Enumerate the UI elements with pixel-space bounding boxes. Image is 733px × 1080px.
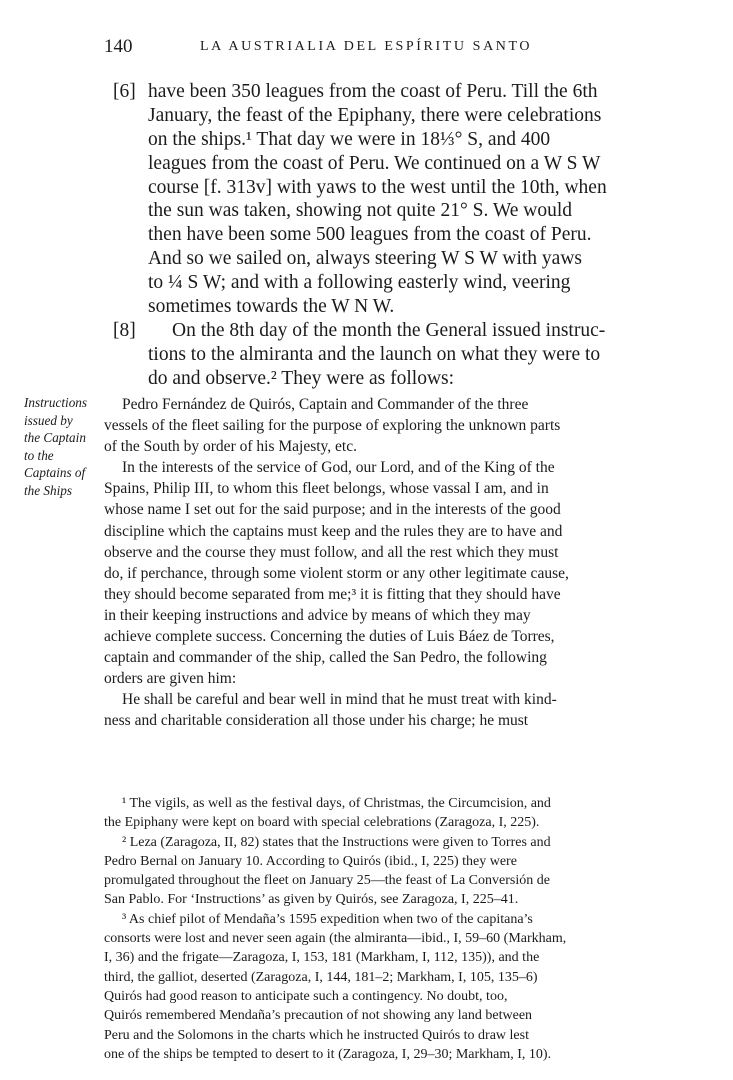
text-line: And so we sailed on, always steering W S W with yaws [148,248,583,270]
margin-note [24,394,102,499]
footnote-line: consorts were lost and never seen again (the almiranta—ibid., I, 59–60 (Markham, [104,931,567,947]
text-line: January, the feast of the Epiphany, there were celebrations [148,104,602,126]
instruction-line: in their keeping instructions and advice by means of which they may [104,606,531,624]
instruction-line: Spains, Philip III, to whom this fleet belongs, whose vassal I am, and in [104,480,549,498]
margin-note-line: to the [24,447,54,463]
paragraph-marker: [6] [113,81,136,102]
footnote-line: Quirós had good reason to anticipate such a contingency. No doubt, too, [104,988,508,1004]
footnote-line: third, the galliot, deserted (Zaragoza, I, 144, 181–2; Markham, I, 105, 135–6) [104,969,538,985]
instruction-line: captain and commander of the ship, called the San Pedro, the following [104,649,547,667]
footnote-line: Peru and the Solomons in the charts which he instructed Quirós to draw lest [104,1027,529,1043]
paragraph-marker: [8] [113,319,136,341]
footnote-line: I, 36) and the frigate—Zaragoza, I, 153, 181 (Markham, I, 112, 135)), and the [104,950,540,966]
footnote-line: one of the ships be tempted to desert to it (Zaragoza, I, 29–30; Markham, I, 10). [104,1046,552,1062]
instruction-line: do, if perchance, through some violent storm or any other legitimate cause, [104,564,569,582]
paragraph-6 [113,80,673,319]
footnote-line: the Epiphany were kept on board with special celebrations (Zaragoza, I, 225). [104,815,540,831]
margin-note-line: issued by [24,412,73,428]
footnotes [104,794,684,1064]
footnote-line: promulgated throughout the fleet on January 25—the feast of La Conversión de [104,873,550,889]
instruction-line: achieve complete success. Concerning the duties of Luis Báez de Torres, [104,628,555,646]
page-header [104,36,554,62]
text-line: then have been some 500 leagues from the coast of Peru. [148,224,592,246]
footnote-line: Pedro Bernal on January 10. According to Quirós (ibid., I, 225) they were [104,853,517,869]
margin-note-line: Captains of [24,465,86,480]
instruction-line: orders are given him: [104,670,237,688]
instruction-line: they should become separated from me;³ it is fitting that they should have [104,585,561,603]
margin-note-line: the Captain [24,430,86,445]
instruction-line: vessels of the fleet sailing for the purpose of exploring the unknown parts [104,417,561,435]
text-line: leagues from the coast of Peru. We continued on a W S W [148,152,601,174]
instruction-line: Pedro Fernández de Quirós, Captain and Commander of the three [122,396,529,413]
text-line: do and observe.² They were as follows: [148,367,455,389]
text-line: sometimes towards the W N W. [148,296,395,318]
instruction-line: whose name I set out for the said purpose; and in the interests of the good [104,501,561,519]
footnote-line: ¹ The vigils, as well as the festival days, of Christmas, the Circumcision, and [122,796,551,811]
text-line: the sun was taken, showing not quite 21° S. We would [148,200,573,222]
instruction-line: discipline which the captains must keep and the rules they are to have and [104,522,563,540]
text-line: on the ships.¹ That day we were in 18⅓° S, and 400 [148,128,551,150]
instruction-line: In the interests of the service of God, our Lord, and of the King of the [122,459,555,477]
paragraph-8 [113,319,673,391]
footnote-line: San Pablo. For ‘Instructions’ as given by Quirós, see Zaragoza, I, 225–41. [104,892,519,908]
page-number: 140 [104,36,133,57]
main-text [113,80,673,391]
footnote-line: ³ As chief pilot of Mendaña’s 1595 expedition when two of the capitana’s [122,911,533,927]
instructions-block [104,394,684,732]
margin-note-line: Instructions [24,395,88,410]
instruction-line: ness and charitable consideration all those under his charge; he must [104,712,529,730]
text-line: On the 8th day of the month the General issued instruc- [172,319,606,341]
instruction-line: observe and the course they must follow, and all the rest which they must [104,543,559,561]
instruction-line: He shall be careful and bear well in mind that he must treat with kind- [122,691,557,709]
text-line: course [f. 313v] with yaws to the west until the 10th, when [148,176,607,198]
text-line: to ¼ S W; and with a following easterly wind, veering [148,272,571,294]
running-title: LA AUSTRIALIA DEL ESPÍRITU SANTO [200,39,533,54]
text-line: have been 350 leagues from the coast of Peru. Till the 6th [148,81,598,102]
text-line: tions to the almiranta and the launch on what they were to [148,343,601,365]
footnote-line: Quirós remembered Mendaña’s precaution of not showing any land between [104,1008,533,1024]
instruction-line: of the South by order of his Majesty, etc. [104,438,357,456]
margin-note-line: the Ships [24,482,72,498]
footnote-line: ² Leza (Zaragoza, II, 82) states that the Instructions were given to Torres and [122,834,551,850]
